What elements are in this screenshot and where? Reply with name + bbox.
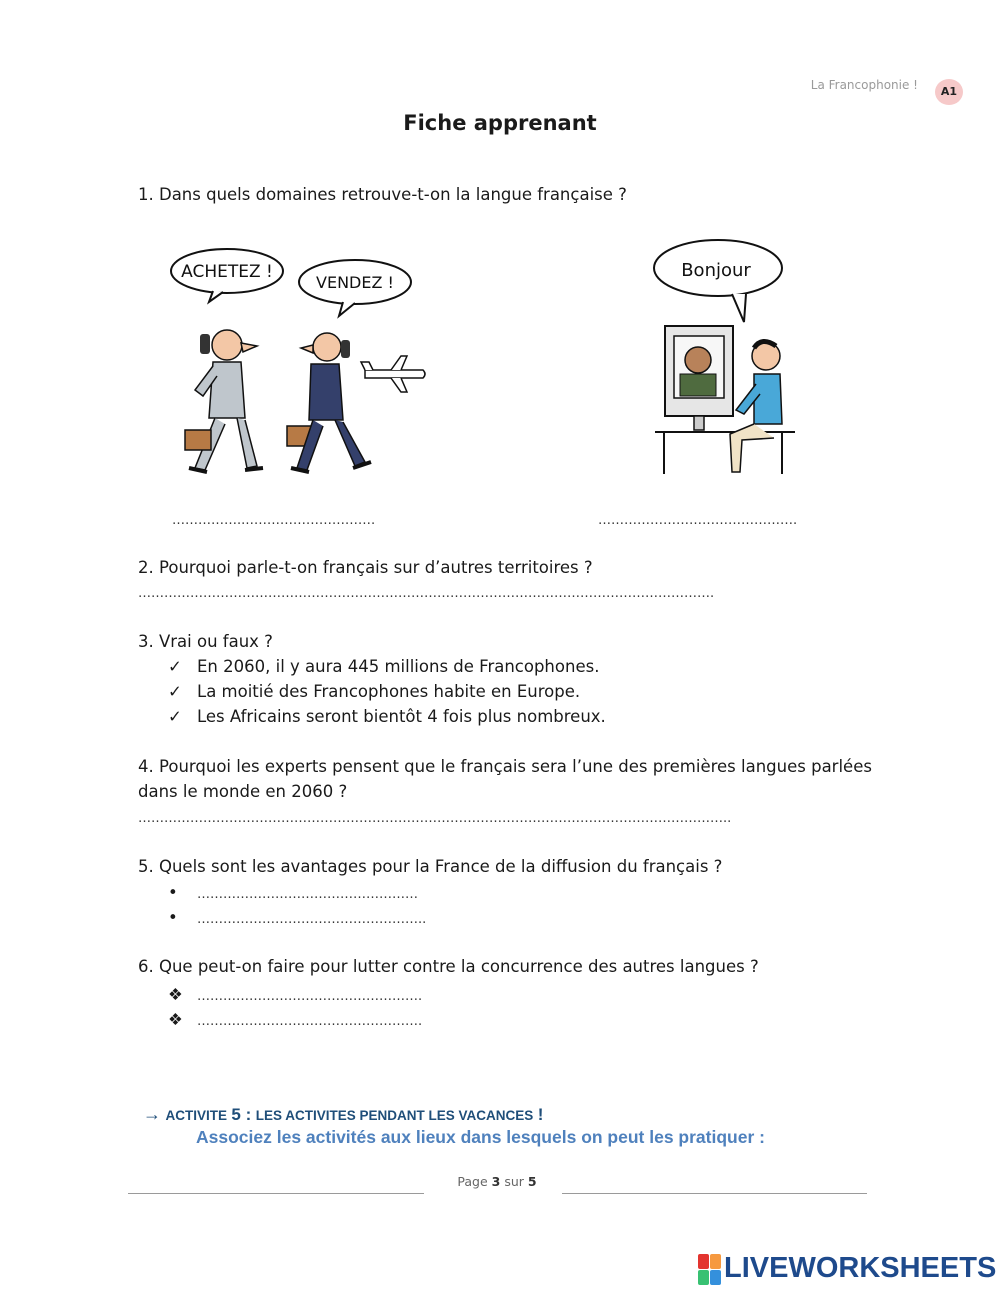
question-5: 5. Quels sont les avantages pour la France de la diffusion du français ? — [138, 857, 723, 876]
page-number — [0, 1174, 994, 1189]
diamond-bullet-icon: ❖ — [168, 1010, 183, 1029]
answer-line-q2[interactable]: ……………………………………………………………………………………………………………………. — [138, 586, 715, 601]
question-4-line-2: dans le monde en 2060 ? — [138, 782, 348, 801]
briefcase-icon — [185, 430, 211, 450]
answer-line-q1-right[interactable]: ………………………………………. — [598, 513, 798, 528]
video-call-illustration — [650, 234, 800, 479]
page-word: Page — [457, 1174, 488, 1189]
list-item — [168, 982, 422, 1009]
activity-heading — [143, 1104, 543, 1125]
liveworksheets-logo-icon — [698, 1254, 722, 1286]
bubble-text-sell: VENDEZ ! — [316, 273, 394, 292]
businessman-navy-figure — [287, 333, 371, 472]
bullet-icon: • — [168, 883, 178, 902]
bullet-icon: • — [168, 908, 178, 927]
list-item — [168, 880, 418, 907]
answer-line-q4[interactable]: ……………………………………………………………………………………………………………………….. — [138, 811, 732, 826]
level-badge: A1 — [935, 79, 963, 105]
answer-line-q5-1[interactable]: …………………………………………… — [197, 887, 418, 902]
question-1: 1. Dans quels domaines retrouve-t-on la langue française ? — [138, 185, 627, 204]
answer-line-q5-2[interactable]: …………………………………………….. — [197, 912, 427, 927]
true-false-statement-1: En 2060, il y aura 445 millions de Francophones. — [197, 657, 600, 676]
diamond-bullet-icon: ❖ — [168, 985, 183, 1004]
activity-title: LES ACTIVITES PENDANT LES VACANCES — [255, 1108, 534, 1123]
answer-line-q6-2[interactable]: ……………………………………………. — [197, 1014, 423, 1029]
activity-prefix: ACTIVITE — [165, 1108, 227, 1123]
computer-monitor-icon — [665, 326, 733, 430]
true-false-statement-2: La moitié des Francophones habite en Europe. — [197, 682, 581, 701]
checkmark-icon: ✓ — [168, 707, 182, 726]
list-item — [168, 905, 426, 932]
list-item — [168, 704, 606, 729]
total-pages: 5 — [527, 1174, 537, 1189]
list-item — [168, 679, 580, 704]
activity-exclamation: ! — [537, 1105, 544, 1124]
checkmark-icon: ✓ — [168, 657, 182, 676]
checkmark-icon: ✓ — [168, 682, 182, 701]
speech-bubble-buy — [171, 249, 283, 302]
liveworksheets-brand[interactable]: LIVEWORKSHEETS — [724, 1252, 997, 1284]
bubble-text-hello: Bonjour — [681, 260, 751, 281]
footer-divider-right — [562, 1193, 867, 1194]
list-item — [168, 1007, 422, 1034]
speech-bubble-hello — [654, 240, 782, 322]
man-at-computer-figure — [730, 341, 782, 472]
bubble-text-buy: ACHETEZ ! — [181, 262, 273, 282]
activity-instructions: Associez les activités aux lieux dans lesquels on peut les pratiquer : — [196, 1127, 765, 1147]
current-page: 3 — [491, 1174, 501, 1189]
document-header-title: La Francophonie ! — [810, 78, 918, 92]
arrow-icon: → — [143, 1104, 161, 1124]
business-people-illustration — [165, 240, 430, 485]
question-6: 6. Que peut-on faire pour lutter contre la concurrence des autres langues ? — [138, 957, 759, 976]
question-4-line-1: 4. Pourquoi les experts pensent que le français sera l’une des premières langues parlées — [138, 757, 872, 776]
of-word: sur — [504, 1174, 524, 1189]
page-title: Fiche apprenant — [403, 111, 597, 135]
question-3: 3. Vrai ou faux ? — [138, 632, 273, 651]
activity-number: 5 : — [231, 1105, 252, 1124]
answer-line-q1-left[interactable]: ……………..………………………… — [172, 513, 376, 528]
true-false-statement-3: Les Africains seront bientôt 4 fois plus nombreux. — [197, 707, 606, 726]
speech-bubble-sell — [299, 260, 411, 316]
list-item — [168, 654, 599, 679]
question-2: 2. Pourquoi parle-t-on français sur d’autres territoires ? — [138, 558, 593, 577]
footer-divider-left — [128, 1193, 424, 1194]
answer-line-q6-1[interactable]: ……………………………………………. — [197, 989, 423, 1004]
airplane-icon — [361, 356, 425, 392]
